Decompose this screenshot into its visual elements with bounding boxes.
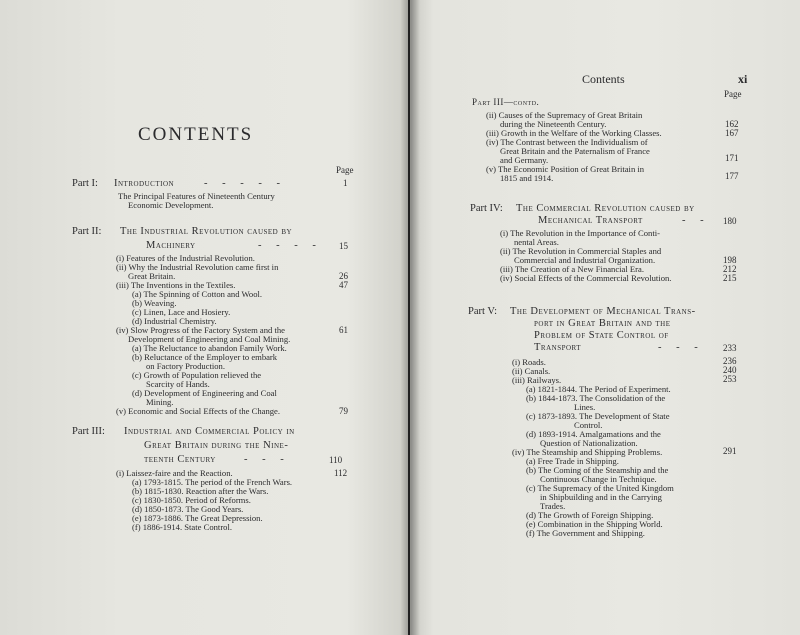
toc-entry: (c) 1873-1893. The Development of State xyxy=(526,411,670,421)
toc-entry-page: 236 xyxy=(723,356,737,366)
part-3-contd-label: Part III—contd. xyxy=(472,97,540,107)
toc-entry-page: 291 xyxy=(723,446,737,456)
toc-entry-page: 215 xyxy=(723,273,737,283)
toc-entry: (iv) Slow Progress of the Factory System and the xyxy=(116,325,285,335)
toc-entry-page: 212 xyxy=(723,264,737,274)
toc-entry: (i) Laissez-faire and the Reaction. xyxy=(116,468,233,478)
toc-entry-page: 162 xyxy=(725,119,739,129)
toc-entry: in Shipbuilding and in the Carrying xyxy=(540,492,662,502)
toc-entry: (b) The Coming of the Steamship and the xyxy=(526,465,669,475)
page-column-label: Page xyxy=(336,165,354,175)
part-1-dots: - - - - - xyxy=(204,178,286,189)
toc-entry: (a) The Reluctance to abandon Family Work. xyxy=(132,343,287,353)
toc-entry: (d) 1893-1914. Amalgamations and the xyxy=(526,429,661,439)
toc-entry: (i) Features of the Industrial Revolution. xyxy=(116,253,255,263)
toc-entry: Commercial and Industrial Organization. xyxy=(514,255,656,265)
toc-entry-page: 177 xyxy=(725,171,739,181)
toc-entry: during the Nineteenth Century. xyxy=(500,119,607,129)
toc-entry-page: 47 xyxy=(339,280,348,290)
part-2-title-line: The Industrial Revolution caused by xyxy=(120,226,293,237)
toc-entry: (c) 1830-1850. Period of Reforms. xyxy=(132,495,251,505)
part-3-title-line: Industrial and Commercial Policy in xyxy=(124,426,295,437)
toc-entry: (iv) Social Effects of the Commercial Revolution. xyxy=(500,273,672,283)
part-1-label: Part I: xyxy=(72,178,98,189)
part-4-label: Part IV: xyxy=(470,203,503,214)
toc-entry: (c) The Supremacy of the United Kingdom xyxy=(526,483,674,493)
toc-entry: (d) The Growth of Foreign Shipping. xyxy=(526,510,654,520)
toc-entry: (b) 1844-1873. The Consolidation of the xyxy=(526,393,666,403)
toc-entry: (c) Growth of Population relieved the xyxy=(132,370,262,380)
toc-entry: (iv) The Steamship and Shipping Problems. xyxy=(512,447,663,457)
toc-entry-page: 253 xyxy=(723,374,737,384)
part-5-title-line: port in Great Britain and the xyxy=(534,318,671,329)
part-2-label: Part II: xyxy=(72,226,102,237)
page-number: xi xyxy=(738,72,748,86)
part-2-dots: - - - - xyxy=(258,240,322,251)
part-5-title-line: Problem of State Control of xyxy=(534,330,669,341)
part-3-title-line: Great Britain during the Nine- xyxy=(144,440,289,451)
toc-entry: (b) 1815-1830. Reaction after the Wars. xyxy=(132,486,269,496)
toc-entry: nental Areas. xyxy=(514,237,559,247)
toc-entry: (d) Development of Engineering and Coal xyxy=(132,388,277,398)
toc-entry: (a) 1793-1815. The period of the French Wars. xyxy=(132,477,293,487)
part-5-page: 233 xyxy=(723,343,737,353)
toc-entry: Great Britain and the Paternalism of France xyxy=(500,146,650,156)
toc-entry: (iii) The Inventions in the Textiles. xyxy=(116,280,236,290)
toc-entry: Mining. xyxy=(146,397,174,407)
toc-entry: (ii) Causes of the Supremacy of Great Britain xyxy=(486,110,643,120)
part-1-desc-line: The Principal Features of Nineteenth Century xyxy=(118,191,275,201)
toc-entry: (b) Weaving. xyxy=(132,298,177,308)
toc-entry: (e) 1873-1886. The Great Depression. xyxy=(132,513,263,523)
part-3-title-line: teenth Century xyxy=(144,454,216,465)
toc-entry: on Factory Production. xyxy=(146,361,226,371)
toc-entry: (b) Reluctance of the Employer to embark xyxy=(132,352,278,362)
book-gutter-shadow xyxy=(400,0,420,635)
toc-entry-page: 198 xyxy=(723,255,737,265)
toc-entry-page: 79 xyxy=(339,406,348,416)
part-4-title-line: Mechanical Transport xyxy=(538,215,643,226)
toc-entry: (ii) Why the Industrial Revolution came first in xyxy=(116,262,279,272)
toc-entry: (ii) The Revolution in Commercial Staples and xyxy=(500,246,662,256)
part-5-dots: - - - xyxy=(658,342,704,353)
toc-entry: (e) Combination in the Shipping World. xyxy=(526,519,663,529)
part-3-label: Part III: xyxy=(72,426,105,437)
part-2-title-line: Machinery xyxy=(146,240,196,251)
toc-entry: (v) The Economic Position of Great Britain in xyxy=(486,164,645,174)
toc-entry: (v) Economic and Social Effects of the Change. xyxy=(116,406,281,416)
toc-entry: (ii) Canals. xyxy=(512,366,551,376)
part-4-page: 180 xyxy=(723,216,737,226)
toc-entry: Lines. xyxy=(574,402,596,412)
toc-entry: Scarcity of Hands. xyxy=(146,379,210,389)
part-3-page: 110 xyxy=(329,455,343,465)
part-1-title: Introduction xyxy=(114,178,175,189)
toc-entry: Trades. xyxy=(540,501,566,511)
part-2-page: 15 xyxy=(339,241,348,251)
part-5-title-line: The Development of Mechanical Trans- xyxy=(510,306,696,317)
toc-entry: Control. xyxy=(574,420,603,430)
toc-entry: and Germany. xyxy=(500,155,549,165)
toc-entry: (f) The Government and Shipping. xyxy=(526,528,645,538)
toc-entry: (a) The Spinning of Cotton and Wool. xyxy=(132,289,263,299)
toc-entry: (a) Free Trade in Shipping. xyxy=(526,456,619,466)
part-1-page: 1 xyxy=(343,178,348,188)
toc-entry: (iii) The Creation of a New Financial Era. xyxy=(500,264,644,274)
part-5-label: Part V: xyxy=(468,306,498,317)
toc-entry: Continuous Change in Technique. xyxy=(540,474,657,484)
part-4-title-line: The Commercial Revolution caused by xyxy=(516,203,695,214)
toc-entry: Great Britain. xyxy=(128,271,176,281)
toc-entry: (iv) The Contrast between the Individualism of xyxy=(486,137,648,147)
part-3-dots: - - - xyxy=(244,454,290,465)
toc-entry-page: 61 xyxy=(339,325,348,335)
toc-entry: (iii) Railways. xyxy=(512,375,562,385)
right-page xyxy=(410,0,800,635)
page-column-label: Page xyxy=(724,89,742,99)
part-4-dots: - - xyxy=(682,215,710,226)
toc-entry: (i) Roads. xyxy=(512,357,546,367)
toc-entry: (d) 1850-1873. The Good Years. xyxy=(132,504,244,514)
toc-entry-page: 112 xyxy=(334,468,348,478)
toc-entry-page: 167 xyxy=(725,128,739,138)
toc-entry: Development of Engineering and Coal Mining. xyxy=(128,334,291,344)
contents-title: CONTENTS xyxy=(138,124,254,145)
toc-entry: (f) 1886-1914. State Control. xyxy=(132,522,233,532)
toc-entry: Question of Nationalization. xyxy=(540,438,638,448)
part-1-desc-line: Economic Development. xyxy=(128,200,214,210)
toc-entry: (a) 1821-1844. The Period of Experiment. xyxy=(526,384,671,394)
toc-entry-page: 240 xyxy=(723,365,737,375)
toc-entry: (iii) Growth in the Welfare of the Working Classes. xyxy=(486,128,662,138)
toc-entry-page: 171 xyxy=(725,153,739,163)
part-5-title-line: Transport xyxy=(534,342,582,353)
toc-entry: (c) Linen, Lace and Hosiery. xyxy=(132,307,231,317)
toc-entry: (d) Industrial Chemistry. xyxy=(132,316,217,326)
toc-entry: 1815 and 1914. xyxy=(500,173,554,183)
running-header: Contents xyxy=(582,72,625,86)
toc-entry: (i) The Revolution in the Importance of Conti- xyxy=(500,228,660,238)
toc-entry-page: 26 xyxy=(339,271,348,281)
